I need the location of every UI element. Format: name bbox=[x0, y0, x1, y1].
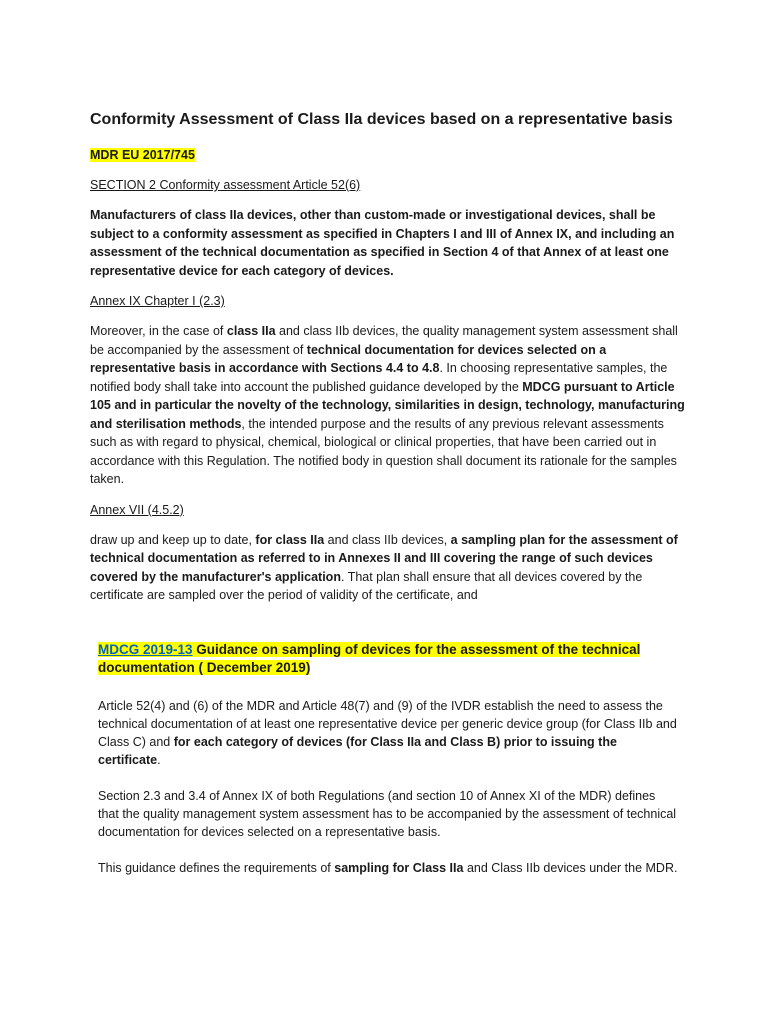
bold-run: sampling for Class IIa bbox=[334, 861, 464, 875]
annex9-paragraph bbox=[90, 322, 690, 489]
annex9-heading: Annex IX Chapter I (2.3) bbox=[90, 294, 225, 308]
guidance-section bbox=[98, 641, 678, 895]
text-run: Moreover, in the case of bbox=[90, 324, 227, 338]
text-run: This guidance defines the requirements of bbox=[98, 861, 335, 875]
page-title: Conformity Assessment of Class IIa devices based on a representative basis bbox=[90, 111, 673, 128]
bold-run: technical documentation for devices selected on a representative basis in accordance with Sections 4.4 to 4.8 bbox=[90, 342, 607, 375]
bold-run: for each category of devices (for Class IIa and Class B) prior to issuing the certificate bbox=[98, 735, 617, 767]
text-run: . That plan shall ensure that all devices covered by the certificate are sampled over the period of validity of the certificate, and bbox=[90, 569, 643, 602]
guidance-paragraph-3 bbox=[98, 859, 678, 877]
regulation-reference bbox=[90, 146, 690, 164]
text-run: draw up and keep up to date, bbox=[90, 532, 256, 547]
text-run: , the intended purpose and the results of any previous relevant assessments such as with regard to physical, chemical, biological or clinical properties, that have been carried out in accordance with this Regulation. The notified body in question shall document its rationale for the samples taken. bbox=[90, 416, 677, 486]
section2-heading: SECTION 2 Conformity assessment Article 52(6) bbox=[90, 178, 361, 192]
guidance-title-text: Guidance on sampling of devices for the assessment of the technical documentation ( December 2019) bbox=[98, 642, 641, 675]
guidance-title bbox=[98, 641, 678, 677]
text-run: . In choosing representative samples, the notified body shall take into account the published guidance developed by the bbox=[90, 361, 668, 394]
text-run: and class IIb devices, the quality management system assessment shall be accompanied by the assessment of bbox=[90, 324, 678, 357]
main-content bbox=[90, 108, 690, 617]
guidance-paragraph-2: Section 2.3 and 3.4 of Annex IX of both Regulations (and section 10 of Annex XI of the MDR) defines that the quality management system assessment has to be accompanied by the assessment of technical documentation for devices selected on a representative basis. bbox=[98, 789, 677, 839]
annex7-heading: Annex VII (4.5.2) bbox=[90, 502, 184, 517]
text-run: . bbox=[157, 753, 161, 767]
text-run: and class IIb devices, bbox=[324, 532, 451, 547]
bold-run: class IIa bbox=[226, 324, 276, 338]
bold-run: a sampling plan for the assessment of technical documentation as referred to in Annexes II and III covering the range of such devices covered by the manufacturer's application bbox=[90, 532, 678, 584]
highlighted-reference: MDR EU 2017/745 bbox=[90, 148, 195, 162]
text-run: Article 52(4) and (6) of the MDR and Article 48(7) and (9) of the IVDR establish the need to assess the technical documentation of at least one representative device per generic device group (for Class IIb and Class C) and bbox=[98, 699, 677, 749]
section2-text: Manufacturers of class IIa devices, other than custom-made or investigational devices, shall be subject to a conformity assessment as specified in Chapters I and III of Annex IX, and including an assessment of the technical documentation as specified in Section 4 of that Annex of at least one representative device for each category of devices. bbox=[90, 208, 675, 278]
mdcg-link[interactable]: MDCG 2019-13 bbox=[98, 642, 193, 657]
text-run: and Class IIb devices under the MDR. bbox=[463, 861, 678, 875]
guidance-paragraph-1 bbox=[98, 697, 678, 769]
bold-run: for class IIa bbox=[255, 532, 325, 547]
annex7-paragraph bbox=[90, 531, 690, 605]
bold-run: MDCG pursuant to Article 105 and in particular the novelty of the technology, similarities in design, technology, manufacturing and sterilisation methods bbox=[90, 379, 685, 431]
